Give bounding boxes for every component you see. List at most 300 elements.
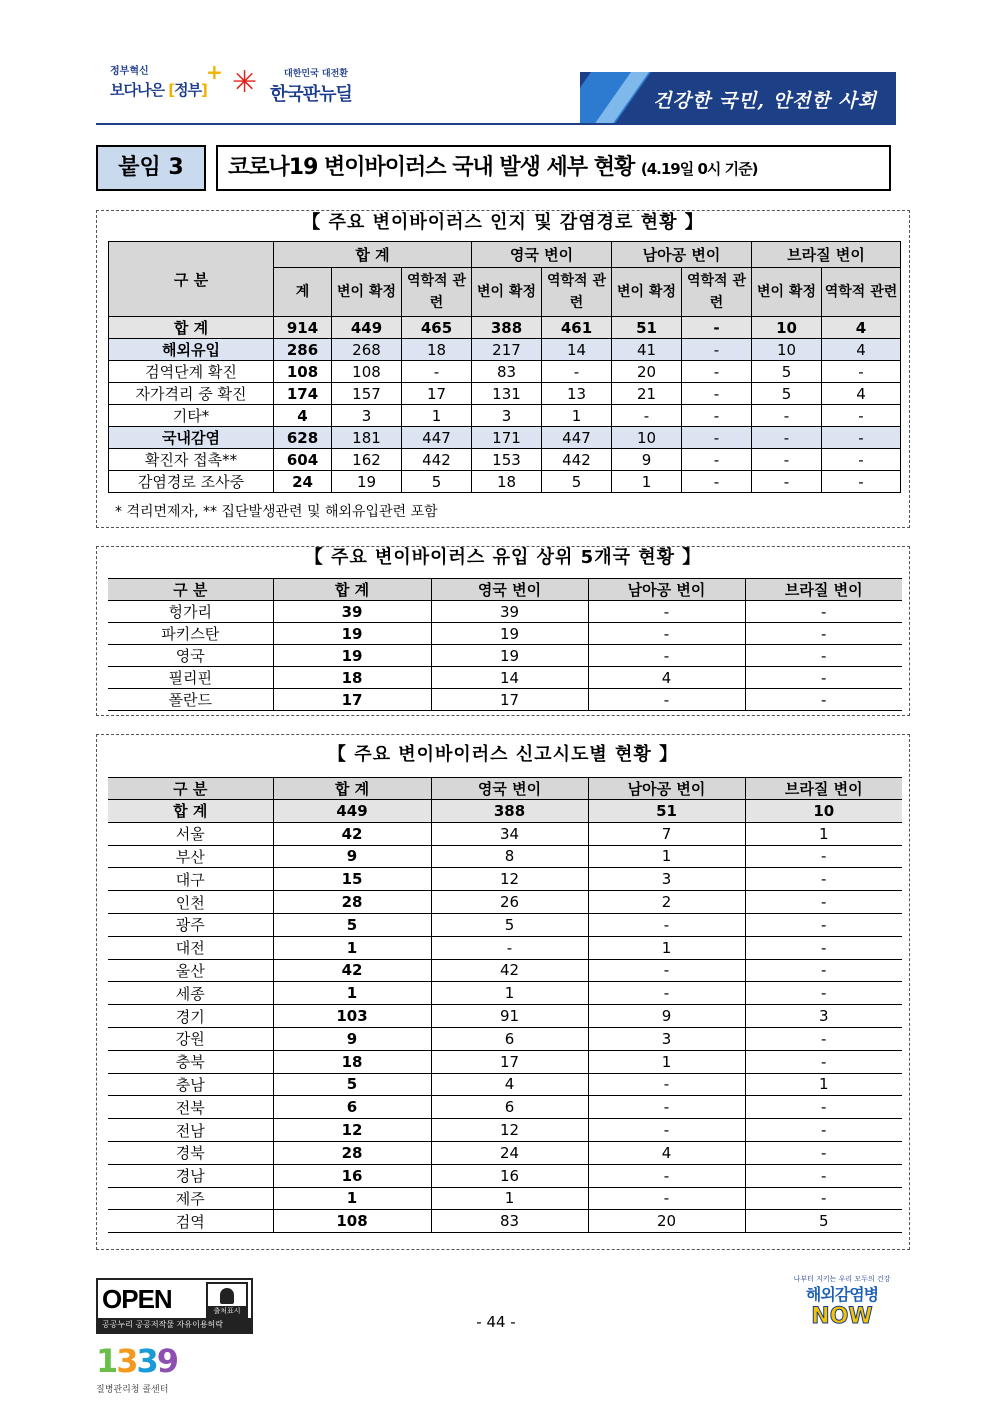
group-header-br: 브라질 변이 xyxy=(752,242,901,268)
col-header: 남아공 변이 xyxy=(588,579,745,601)
table-cell: - xyxy=(745,601,902,623)
table-row xyxy=(108,689,902,711)
table-cell: 388 xyxy=(472,317,542,339)
table-cell: - xyxy=(745,667,902,689)
table-cell: - xyxy=(745,1096,902,1119)
table-row xyxy=(108,1210,902,1233)
table-cell: - xyxy=(745,1164,902,1187)
region-label: 인천 xyxy=(108,891,273,914)
table-cell: - xyxy=(822,471,901,493)
region-label: 세종 xyxy=(108,982,273,1005)
table-cell: - xyxy=(745,623,902,645)
call-center-label: 질병관리청 콜센터 xyxy=(96,1385,169,1395)
region-label: 경남 xyxy=(108,1164,273,1187)
table-cell: - xyxy=(682,383,752,405)
table-cell: 1 xyxy=(431,982,588,1005)
table-cell: 5 xyxy=(431,913,588,936)
table-row xyxy=(108,982,902,1005)
table-cell: 108 xyxy=(332,361,402,383)
group-header-total: 합 계 xyxy=(274,242,472,268)
table-cell: - xyxy=(588,623,745,645)
table-cell: 914 xyxy=(274,317,332,339)
table-row xyxy=(108,1119,902,1142)
table-cell: 28 xyxy=(273,1141,431,1164)
table-cell: 6 xyxy=(273,1096,431,1119)
table-cell: - xyxy=(588,1187,745,1210)
table-cell: 1 xyxy=(402,405,472,427)
table-cell: - xyxy=(745,868,902,891)
table-cell: 20 xyxy=(612,361,682,383)
region-label: 충남 xyxy=(108,1073,273,1096)
region-label: 검역 xyxy=(108,1210,273,1233)
table-cell: - xyxy=(588,1096,745,1119)
title-main: 코로나19 변이바이러스 국내 발생 세부 현황 xyxy=(228,155,635,180)
table-row xyxy=(108,891,902,914)
table-cell: 12 xyxy=(431,1119,588,1142)
section1-title: 【 주요 변이바이러스 인지 및 감염경로 현황 】 xyxy=(302,212,704,233)
section2-title: 【 주요 변이바이러스 유입 상위 5개국 현황 】 xyxy=(304,547,702,568)
person-icon xyxy=(220,1288,234,1304)
table-cell: 42 xyxy=(431,959,588,982)
call-center-number xyxy=(96,1342,206,1380)
table-cell: 5 xyxy=(752,361,822,383)
korean-new-deal-logo xyxy=(232,62,382,112)
row-label: 감염경로 조사중 xyxy=(109,471,274,493)
table-cell: 108 xyxy=(274,361,332,383)
table-cell: 42 xyxy=(273,959,431,982)
table-cell: 461 xyxy=(542,317,612,339)
table-cell: 1 xyxy=(588,845,745,868)
table-row xyxy=(108,1050,902,1073)
table-row xyxy=(108,868,902,891)
region-label: 대구 xyxy=(108,868,273,891)
table-row xyxy=(108,845,902,868)
table-cell: 4 xyxy=(822,383,901,405)
table-row xyxy=(108,1187,902,1210)
total-cell: 388 xyxy=(431,800,588,823)
table-row xyxy=(108,936,902,959)
table-cell: 4 xyxy=(274,405,332,427)
sub-header-epi: 역학적 관련 xyxy=(822,268,901,317)
table-cell: 6 xyxy=(431,1027,588,1050)
call-digit: 1 xyxy=(96,1342,117,1380)
table-cell: 3 xyxy=(745,1005,902,1028)
table-row xyxy=(109,361,901,383)
total-cell: 10 xyxy=(745,800,902,823)
now-big-text: NOW xyxy=(811,1304,873,1329)
table-cell: 83 xyxy=(431,1210,588,1233)
col-header: 합 계 xyxy=(273,778,431,800)
table-cell: 16 xyxy=(273,1164,431,1187)
table-cell: - xyxy=(588,689,745,711)
gov-logo-word-a: 보다나은 xyxy=(110,81,164,99)
table-cell: - xyxy=(822,449,901,471)
gov-logo-small-text: 정부혁신 xyxy=(110,66,149,77)
table-cell: 1 xyxy=(273,1187,431,1210)
table-cell: 5 xyxy=(752,383,822,405)
region-label: 제주 xyxy=(108,1187,273,1210)
table-cell: - xyxy=(588,1073,745,1096)
col-header: 브라질 변이 xyxy=(745,778,902,800)
col-header: 구 분 xyxy=(108,778,273,800)
now-small-text: 나부터 지키는 우리 모두의 건강 xyxy=(793,1275,891,1283)
table-cell: - xyxy=(588,913,745,936)
region-label: 부산 xyxy=(108,845,273,868)
country-label: 영국 xyxy=(108,645,273,667)
table-row xyxy=(108,667,902,689)
table-row xyxy=(108,913,902,936)
table-cell: 20 xyxy=(588,1210,745,1233)
knd-small-text: 대한민국 대전환 xyxy=(284,69,348,79)
table-cell: 41 xyxy=(612,339,682,361)
table-cell: 18 xyxy=(273,667,431,689)
overseas-disease-now-logo xyxy=(786,1274,898,1340)
col-header: 합 계 xyxy=(273,579,431,601)
table-cell: - xyxy=(745,1187,902,1210)
table-cell: 24 xyxy=(431,1141,588,1164)
header-divider xyxy=(96,123,896,125)
table-row xyxy=(108,822,902,845)
row-label: 자가격리 중 확진 xyxy=(109,383,274,405)
sub-header-confirmed: 변이 확정 xyxy=(332,268,402,317)
table-row xyxy=(108,1141,902,1164)
table-cell: 16 xyxy=(431,1164,588,1187)
table-cell: 17 xyxy=(431,1050,588,1073)
table-cell: 628 xyxy=(274,427,332,449)
table-cell: 19 xyxy=(431,623,588,645)
table-cell: 19 xyxy=(431,645,588,667)
table-cell: - xyxy=(745,689,902,711)
region-label: 충북 xyxy=(108,1050,273,1073)
table-cell: 14 xyxy=(431,667,588,689)
table-cell: - xyxy=(682,405,752,427)
title-sub: (4.19일 0시 기준) xyxy=(640,160,758,178)
table-row xyxy=(108,1164,902,1187)
table-row xyxy=(109,471,901,493)
table-cell: 1 xyxy=(588,936,745,959)
table-cell: 5 xyxy=(542,471,612,493)
table-cell: 42 xyxy=(273,822,431,845)
table-cell: 4 xyxy=(822,339,901,361)
now-mid-text: 해외감염병 xyxy=(805,1285,879,1304)
row-label: 합 계 xyxy=(109,317,274,339)
row-label: 국내감염 xyxy=(109,427,274,449)
table-cell: - xyxy=(822,405,901,427)
table-cell: - xyxy=(745,936,902,959)
open-license-bar: 공공누리 공공저작물 자유이용허락 xyxy=(98,1318,251,1332)
table-cell: 162 xyxy=(332,449,402,471)
table-cell: 5 xyxy=(402,471,472,493)
gov-logo-word-b: 정부 xyxy=(174,81,202,99)
sub-header-confirmed: 변이 확정 xyxy=(472,268,542,317)
sub-header-epi: 역학적 관련 xyxy=(682,268,752,317)
country-label: 필리핀 xyxy=(108,667,273,689)
country-label: 헝가리 xyxy=(108,601,273,623)
table-cell: 171 xyxy=(472,427,542,449)
col-header: 영국 변이 xyxy=(431,579,588,601)
sub-header-epi: 역학적 관련 xyxy=(402,268,472,317)
table-cell: 447 xyxy=(402,427,472,449)
table-cell: 5 xyxy=(273,913,431,936)
group-header-uk: 영국 변이 xyxy=(472,242,612,268)
table-cell: 12 xyxy=(273,1119,431,1142)
table-cell: - xyxy=(682,317,752,339)
region-label: 강원 xyxy=(108,1027,273,1050)
table-cell: - xyxy=(542,361,612,383)
table-cell: 18 xyxy=(472,471,542,493)
table-cell: - xyxy=(612,405,682,427)
table-cell: 9 xyxy=(273,1027,431,1050)
table-cell: 13 xyxy=(542,383,612,405)
attachment-tag: 붙임 3 xyxy=(96,145,206,191)
col-header: 영국 변이 xyxy=(431,778,588,800)
table-cell: 1 xyxy=(542,405,612,427)
top5-countries-panel xyxy=(96,546,910,716)
table-cell: 19 xyxy=(332,471,402,493)
country-label: 폴란드 xyxy=(108,689,273,711)
sub-header-confirmed: 변이 확정 xyxy=(612,268,682,317)
table-cell: - xyxy=(752,449,822,471)
table-cell: - xyxy=(745,959,902,982)
gov-logo-big-text: 보다나은 [정부] xyxy=(110,81,207,99)
table-cell: - xyxy=(745,913,902,936)
table-cell: 26 xyxy=(431,891,588,914)
table-cell: - xyxy=(822,361,901,383)
table-cell: 449 xyxy=(332,317,402,339)
table-cell: - xyxy=(822,427,901,449)
recognition-route-table xyxy=(108,241,901,493)
table-cell: 9 xyxy=(273,845,431,868)
table-row xyxy=(109,449,901,471)
region-table xyxy=(108,777,902,1233)
table-cell: 181 xyxy=(332,427,402,449)
region-label: 광주 xyxy=(108,913,273,936)
footnote: * 격리면제자, ** 집단발생관련 및 해외유입관련 포함 xyxy=(115,504,438,520)
table-cell: 19 xyxy=(273,645,431,667)
table-cell: 9 xyxy=(612,449,682,471)
call-digit: 9 xyxy=(156,1342,178,1380)
table-cell: 19 xyxy=(273,623,431,645)
table-cell: - xyxy=(682,361,752,383)
table-cell: 3 xyxy=(332,405,402,427)
table-cell: - xyxy=(745,1050,902,1073)
table-cell: 14 xyxy=(542,339,612,361)
table-row xyxy=(109,383,901,405)
region-label: 경기 xyxy=(108,1005,273,1028)
table-cell: 17 xyxy=(431,689,588,711)
total-row-label: 합 계 xyxy=(108,800,273,823)
row-label: 검역단계 확진 xyxy=(109,361,274,383)
row-label: 해외유입 xyxy=(109,339,274,361)
top5-countries-table xyxy=(108,578,902,711)
sub-header-epi: 역학적 관련 xyxy=(542,268,612,317)
table-cell: 3 xyxy=(472,405,542,427)
table-cell: 465 xyxy=(402,317,472,339)
table-row xyxy=(109,339,901,361)
region-label: 대전 xyxy=(108,936,273,959)
table-cell: - xyxy=(745,1141,902,1164)
country-label: 파키스탄 xyxy=(108,623,273,645)
table-cell: 24 xyxy=(274,471,332,493)
table-cell: - xyxy=(588,1164,745,1187)
table-cell: 15 xyxy=(273,868,431,891)
row-label: 확진자 접촉** xyxy=(109,449,274,471)
table-cell: 1 xyxy=(745,822,902,845)
table-cell: - xyxy=(431,936,588,959)
region-panel xyxy=(96,734,910,1250)
table-cell: 447 xyxy=(542,427,612,449)
recognition-route-panel xyxy=(96,210,910,528)
region-label: 울산 xyxy=(108,959,273,982)
table-cell: - xyxy=(682,471,752,493)
table-cell: - xyxy=(588,645,745,667)
table-cell: 10 xyxy=(612,427,682,449)
col-header: 남아공 변이 xyxy=(588,778,745,800)
table-cell: - xyxy=(745,845,902,868)
table-cell: 17 xyxy=(273,689,431,711)
attribution-label: 출처표시 xyxy=(208,1306,246,1316)
top5-countries-rows xyxy=(108,601,902,711)
table-cell: - xyxy=(745,1119,902,1142)
total-cell: 449 xyxy=(273,800,431,823)
table-cell: 51 xyxy=(612,317,682,339)
table-cell: - xyxy=(588,959,745,982)
region-label: 서울 xyxy=(108,822,273,845)
table-cell: - xyxy=(745,1027,902,1050)
table-row xyxy=(108,645,902,667)
table-cell: 6 xyxy=(431,1096,588,1119)
table-cell: 4 xyxy=(588,667,745,689)
total-cell: 51 xyxy=(588,800,745,823)
table-row xyxy=(108,1005,902,1028)
table-cell: 442 xyxy=(402,449,472,471)
plus-icon: + xyxy=(206,60,223,84)
region-rows xyxy=(108,822,902,1232)
row-label: 기타* xyxy=(109,405,274,427)
call-digit: 3 xyxy=(116,1342,137,1380)
table-cell: 3 xyxy=(588,1027,745,1050)
region-label: 전북 xyxy=(108,1096,273,1119)
open-text: OPEN xyxy=(102,1284,172,1314)
table-cell: 4 xyxy=(431,1073,588,1096)
table-cell: 34 xyxy=(431,822,588,845)
table-cell: - xyxy=(752,405,822,427)
table-cell: 28 xyxy=(273,891,431,914)
table-cell: 39 xyxy=(273,601,431,623)
table-row xyxy=(109,405,901,427)
col-header: 브라질 변이 xyxy=(745,579,902,601)
table-cell: - xyxy=(745,891,902,914)
slogan-banner xyxy=(580,72,896,124)
gov-innovation-logo xyxy=(110,60,223,112)
table-cell: 9 xyxy=(588,1005,745,1028)
table-cell: 103 xyxy=(273,1005,431,1028)
sub-header-confirmed: 변이 확정 xyxy=(752,268,822,317)
table-cell: 17 xyxy=(402,383,472,405)
burst-icon: ✳ xyxy=(232,65,258,100)
table-cell: - xyxy=(745,645,902,667)
table-cell: 286 xyxy=(274,339,332,361)
call-digit: 3 xyxy=(136,1342,157,1380)
slogan-text: 건강한 국민, 안전한 사회 xyxy=(653,90,877,112)
table-cell: 3 xyxy=(588,868,745,891)
table-cell: - xyxy=(752,471,822,493)
table-cell: 18 xyxy=(273,1050,431,1073)
table-row xyxy=(109,427,901,449)
section3-title: 【 주요 변이바이러스 신고시도별 현황 】 xyxy=(327,744,679,765)
table-cell: 1 xyxy=(273,936,431,959)
table-row xyxy=(108,1073,902,1096)
table-row xyxy=(108,1027,902,1050)
table-cell: 1 xyxy=(612,471,682,493)
table-cell: 153 xyxy=(472,449,542,471)
table-row xyxy=(109,317,901,339)
table-cell: - xyxy=(682,339,752,361)
sub-header-total: 계 xyxy=(274,268,332,317)
table-cell: 1 xyxy=(431,1187,588,1210)
table-cell: 1 xyxy=(745,1073,902,1096)
page-title xyxy=(216,145,891,191)
table-cell: - xyxy=(745,982,902,1005)
table-cell: 21 xyxy=(612,383,682,405)
table-cell: 1 xyxy=(273,982,431,1005)
category-header: 구 분 xyxy=(109,242,274,317)
table-row xyxy=(108,623,902,645)
table-cell: - xyxy=(752,427,822,449)
table-row xyxy=(108,959,902,982)
table-cell: 4 xyxy=(822,317,901,339)
table-cell: 108 xyxy=(273,1210,431,1233)
table-cell: 7 xyxy=(588,822,745,845)
table-cell: 157 xyxy=(332,383,402,405)
table-cell: 18 xyxy=(402,339,472,361)
table-cell: - xyxy=(682,427,752,449)
table-cell: 39 xyxy=(431,601,588,623)
region-label: 경북 xyxy=(108,1141,273,1164)
page-number: - 44 - xyxy=(476,1313,516,1331)
table-cell: 5 xyxy=(273,1073,431,1096)
table-cell: 5 xyxy=(745,1210,902,1233)
region-label: 전남 xyxy=(108,1119,273,1142)
table-cell: - xyxy=(588,601,745,623)
table-cell: 442 xyxy=(542,449,612,471)
table-cell: - xyxy=(402,361,472,383)
table-row xyxy=(108,1096,902,1119)
table-row xyxy=(108,601,902,623)
table-cell: 10 xyxy=(752,317,822,339)
knd-big-text: 한국판뉴딜 xyxy=(270,84,352,105)
table-cell: - xyxy=(588,982,745,1005)
table-cell: 2 xyxy=(588,891,745,914)
table-cell: 217 xyxy=(472,339,542,361)
table-cell: 1 xyxy=(588,1050,745,1073)
table-cell: 8 xyxy=(431,845,588,868)
table-cell: 131 xyxy=(472,383,542,405)
table-cell: 10 xyxy=(752,339,822,361)
recognition-route-rows xyxy=(109,317,901,493)
table-cell: 604 xyxy=(274,449,332,471)
table-cell: 12 xyxy=(431,868,588,891)
table-cell: 174 xyxy=(274,383,332,405)
table-cell: 83 xyxy=(472,361,542,383)
col-header: 구 분 xyxy=(108,579,273,601)
table-cell: 91 xyxy=(431,1005,588,1028)
table-cell: - xyxy=(588,1119,745,1142)
group-header-sa: 남아공 변이 xyxy=(612,242,752,268)
table-cell: - xyxy=(682,449,752,471)
table-cell: 4 xyxy=(588,1141,745,1164)
call-center-logo xyxy=(96,1342,206,1402)
